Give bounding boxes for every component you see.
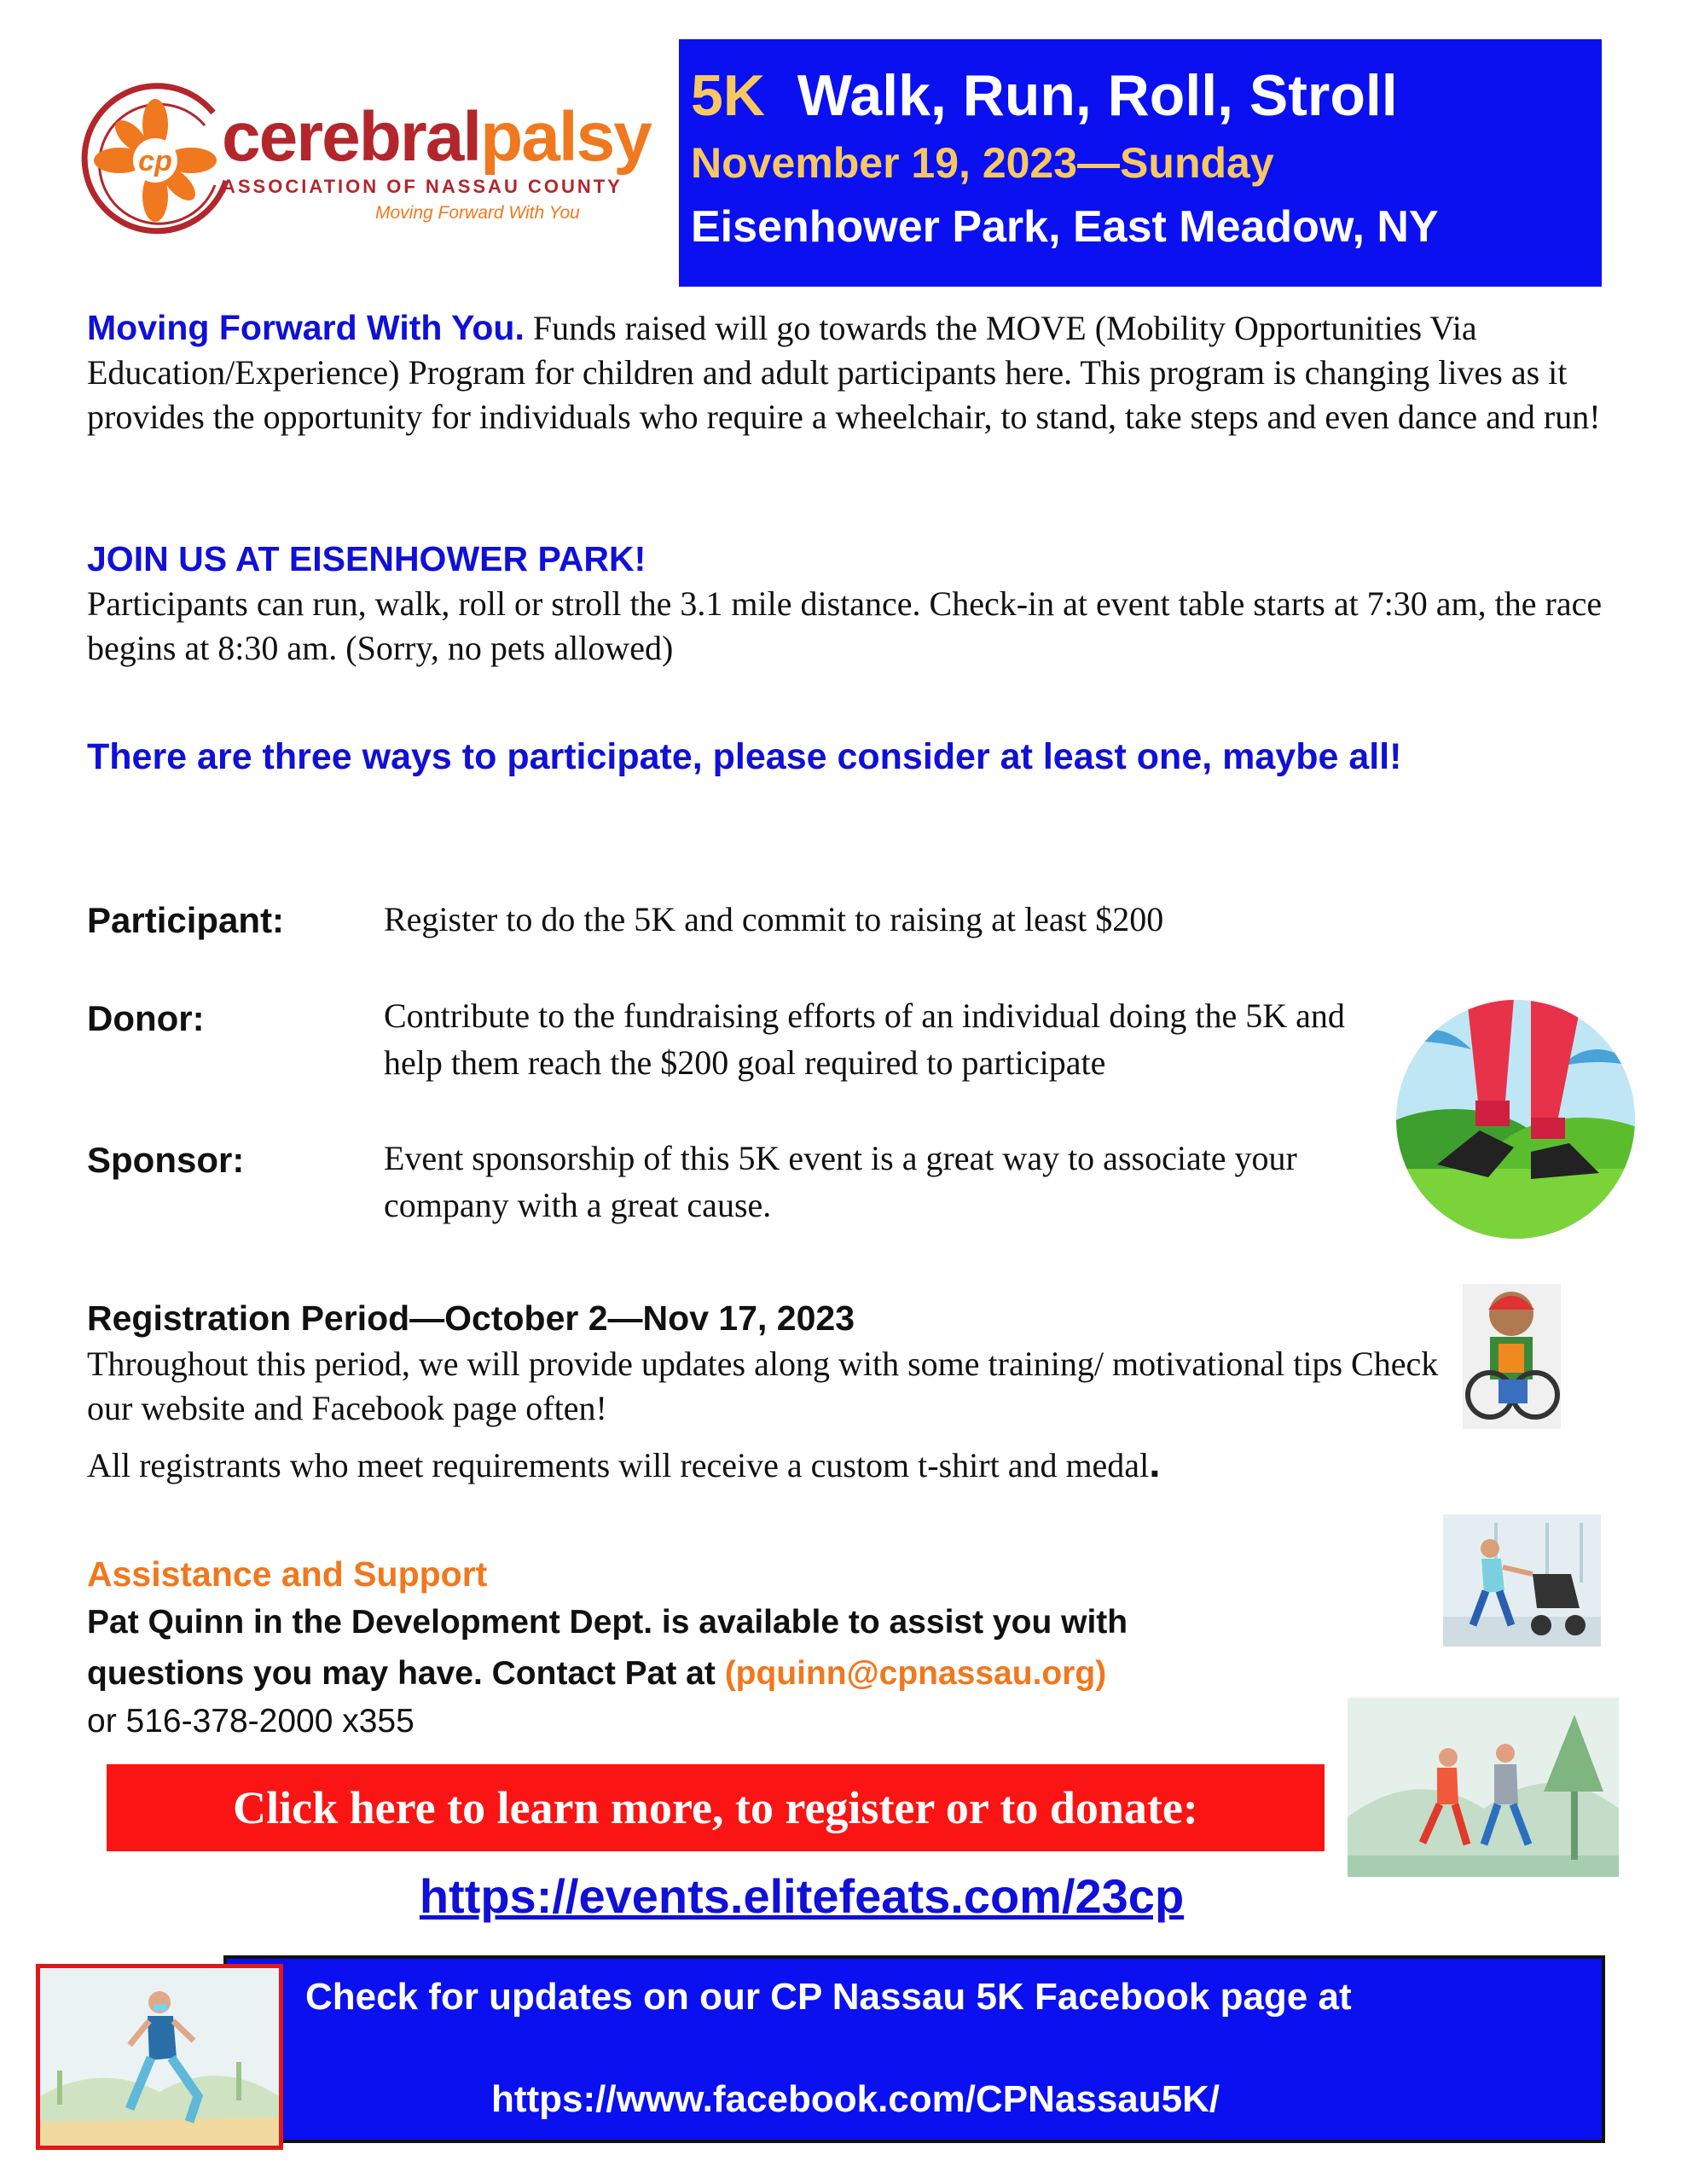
contact-email-link[interactable]: (pquinn@cpnassau.org) <box>724 1655 1107 1692</box>
wheelchair-child-icon <box>1463 1284 1561 1429</box>
cp-logo-mark-icon <box>77 78 239 241</box>
intro-body: Funds raised will go towards the MOVE (Mobility Opportunities Via Education/Experience) Program for children and adult participants here. This program is changing lives as it provides the opportunity for individuals who require a wheelchair, to stand, take steps and even dance and run! <box>87 309 1601 436</box>
ways-heading: There are three ways to participate, please consider at least one, maybe all! <box>87 736 1402 777</box>
assistance-line2 <box>87 1655 1106 1693</box>
facebook-updates-text: Check for updates on our CP Nassau 5K Facebook page at <box>305 1976 1352 2018</box>
logo-mark-letters: cp <box>138 145 172 177</box>
registration-link[interactable]: https://events.elitefeats.com/23cp <box>419 1869 1185 1923</box>
masked-runner-icon <box>40 1968 279 2146</box>
registration-heading: Registration Period—October 2—Nov 17, 2023 <box>87 1298 855 1338</box>
event-title-5k: 5K <box>691 63 765 128</box>
participant-text: Register to do the 5K and commit to raising at least $200 <box>384 900 1164 938</box>
donor-label: Donor: <box>87 998 205 1038</box>
learn-more-button-label: Click here to learn more, to register or to donate: <box>233 1782 1198 1833</box>
participant-label: Participant: <box>87 900 285 940</box>
logo-subtitle: ASSOCIATION OF NASSAU COUNTY <box>222 176 623 197</box>
contact-phone: or 516-378-2000 x355 <box>87 1703 415 1740</box>
registration-rewards-period: . <box>1149 1441 1161 1486</box>
intro-paragraph <box>87 305 1605 439</box>
registration-rewards-text: All registrants who meet requirements will receive a custom t-shirt and medal <box>87 1446 1150 1484</box>
assistance-heading: Assistance and Support <box>87 1554 488 1594</box>
event-title <box>691 63 1590 128</box>
sponsor-text: Event sponsorship of this 5K event is a great way to associate your company with a great cause. <box>384 1139 1297 1224</box>
join-body: Participants can run, walk, roll or stroll the 3.1 mile distance. Check-in at event table starts at 7:30 am, the race begins at 8:30 am. (Sorry, no pets allowed) <box>87 584 1603 667</box>
sponsor-label: Sponsor: <box>87 1140 245 1180</box>
facebook-updates-box <box>223 1955 1605 2143</box>
masked-runner-illustration <box>36 1964 283 2150</box>
learn-more-register-donate-button[interactable] <box>107 1764 1325 1851</box>
assistance-line2-text: questions you may have. Contact Pat at <box>87 1655 725 1692</box>
two-runners-icon <box>1348 1698 1619 1877</box>
intro-lead: Moving Forward With You. <box>87 308 525 347</box>
event-header-box <box>679 39 1602 287</box>
registration-body: Throughout this period, we will provide updates along with some training/ motivational tips Check our website and Facebook page often! <box>87 1345 1439 1427</box>
organization-logo <box>77 78 657 241</box>
event-title-rest: Walk, Run, Roll, Stroll <box>797 63 1398 128</box>
logo-word-palsy: palsy <box>480 98 651 176</box>
donor-text: Contribute to the fundraising efforts of an individual doing the 5K and help them reach the $200 goal required to participate <box>384 996 1345 1082</box>
registration-rewards <box>87 1442 1469 1488</box>
logo-wordmark <box>222 98 651 176</box>
join-heading: JOIN US AT EISENHOWER PARK! <box>87 539 646 578</box>
stroller-runner-icon <box>1443 1514 1601 1647</box>
logo-word-cerebral: cerebral <box>222 98 481 176</box>
assistance-line1: Pat Quinn in the Development Dept. is available to assist you with <box>87 1604 1128 1641</box>
child-in-wheelchair-illustration <box>1463 1284 1561 1429</box>
event-location: Eisenhower Park, East Meadow, NY <box>691 202 1439 252</box>
two-runners-illustration <box>1348 1698 1619 1877</box>
running-feet-illustration <box>1386 990 1646 1250</box>
runner-with-stroller-illustration <box>1443 1514 1601 1647</box>
running-feet-icon <box>1386 990 1646 1250</box>
logo-tagline: Moving Forward With You <box>375 203 580 223</box>
event-date: November 19, 2023—Sunday <box>691 139 1274 187</box>
facebook-page-link[interactable]: https://www.facebook.com/CPNassau5K/ <box>491 2078 1220 2120</box>
